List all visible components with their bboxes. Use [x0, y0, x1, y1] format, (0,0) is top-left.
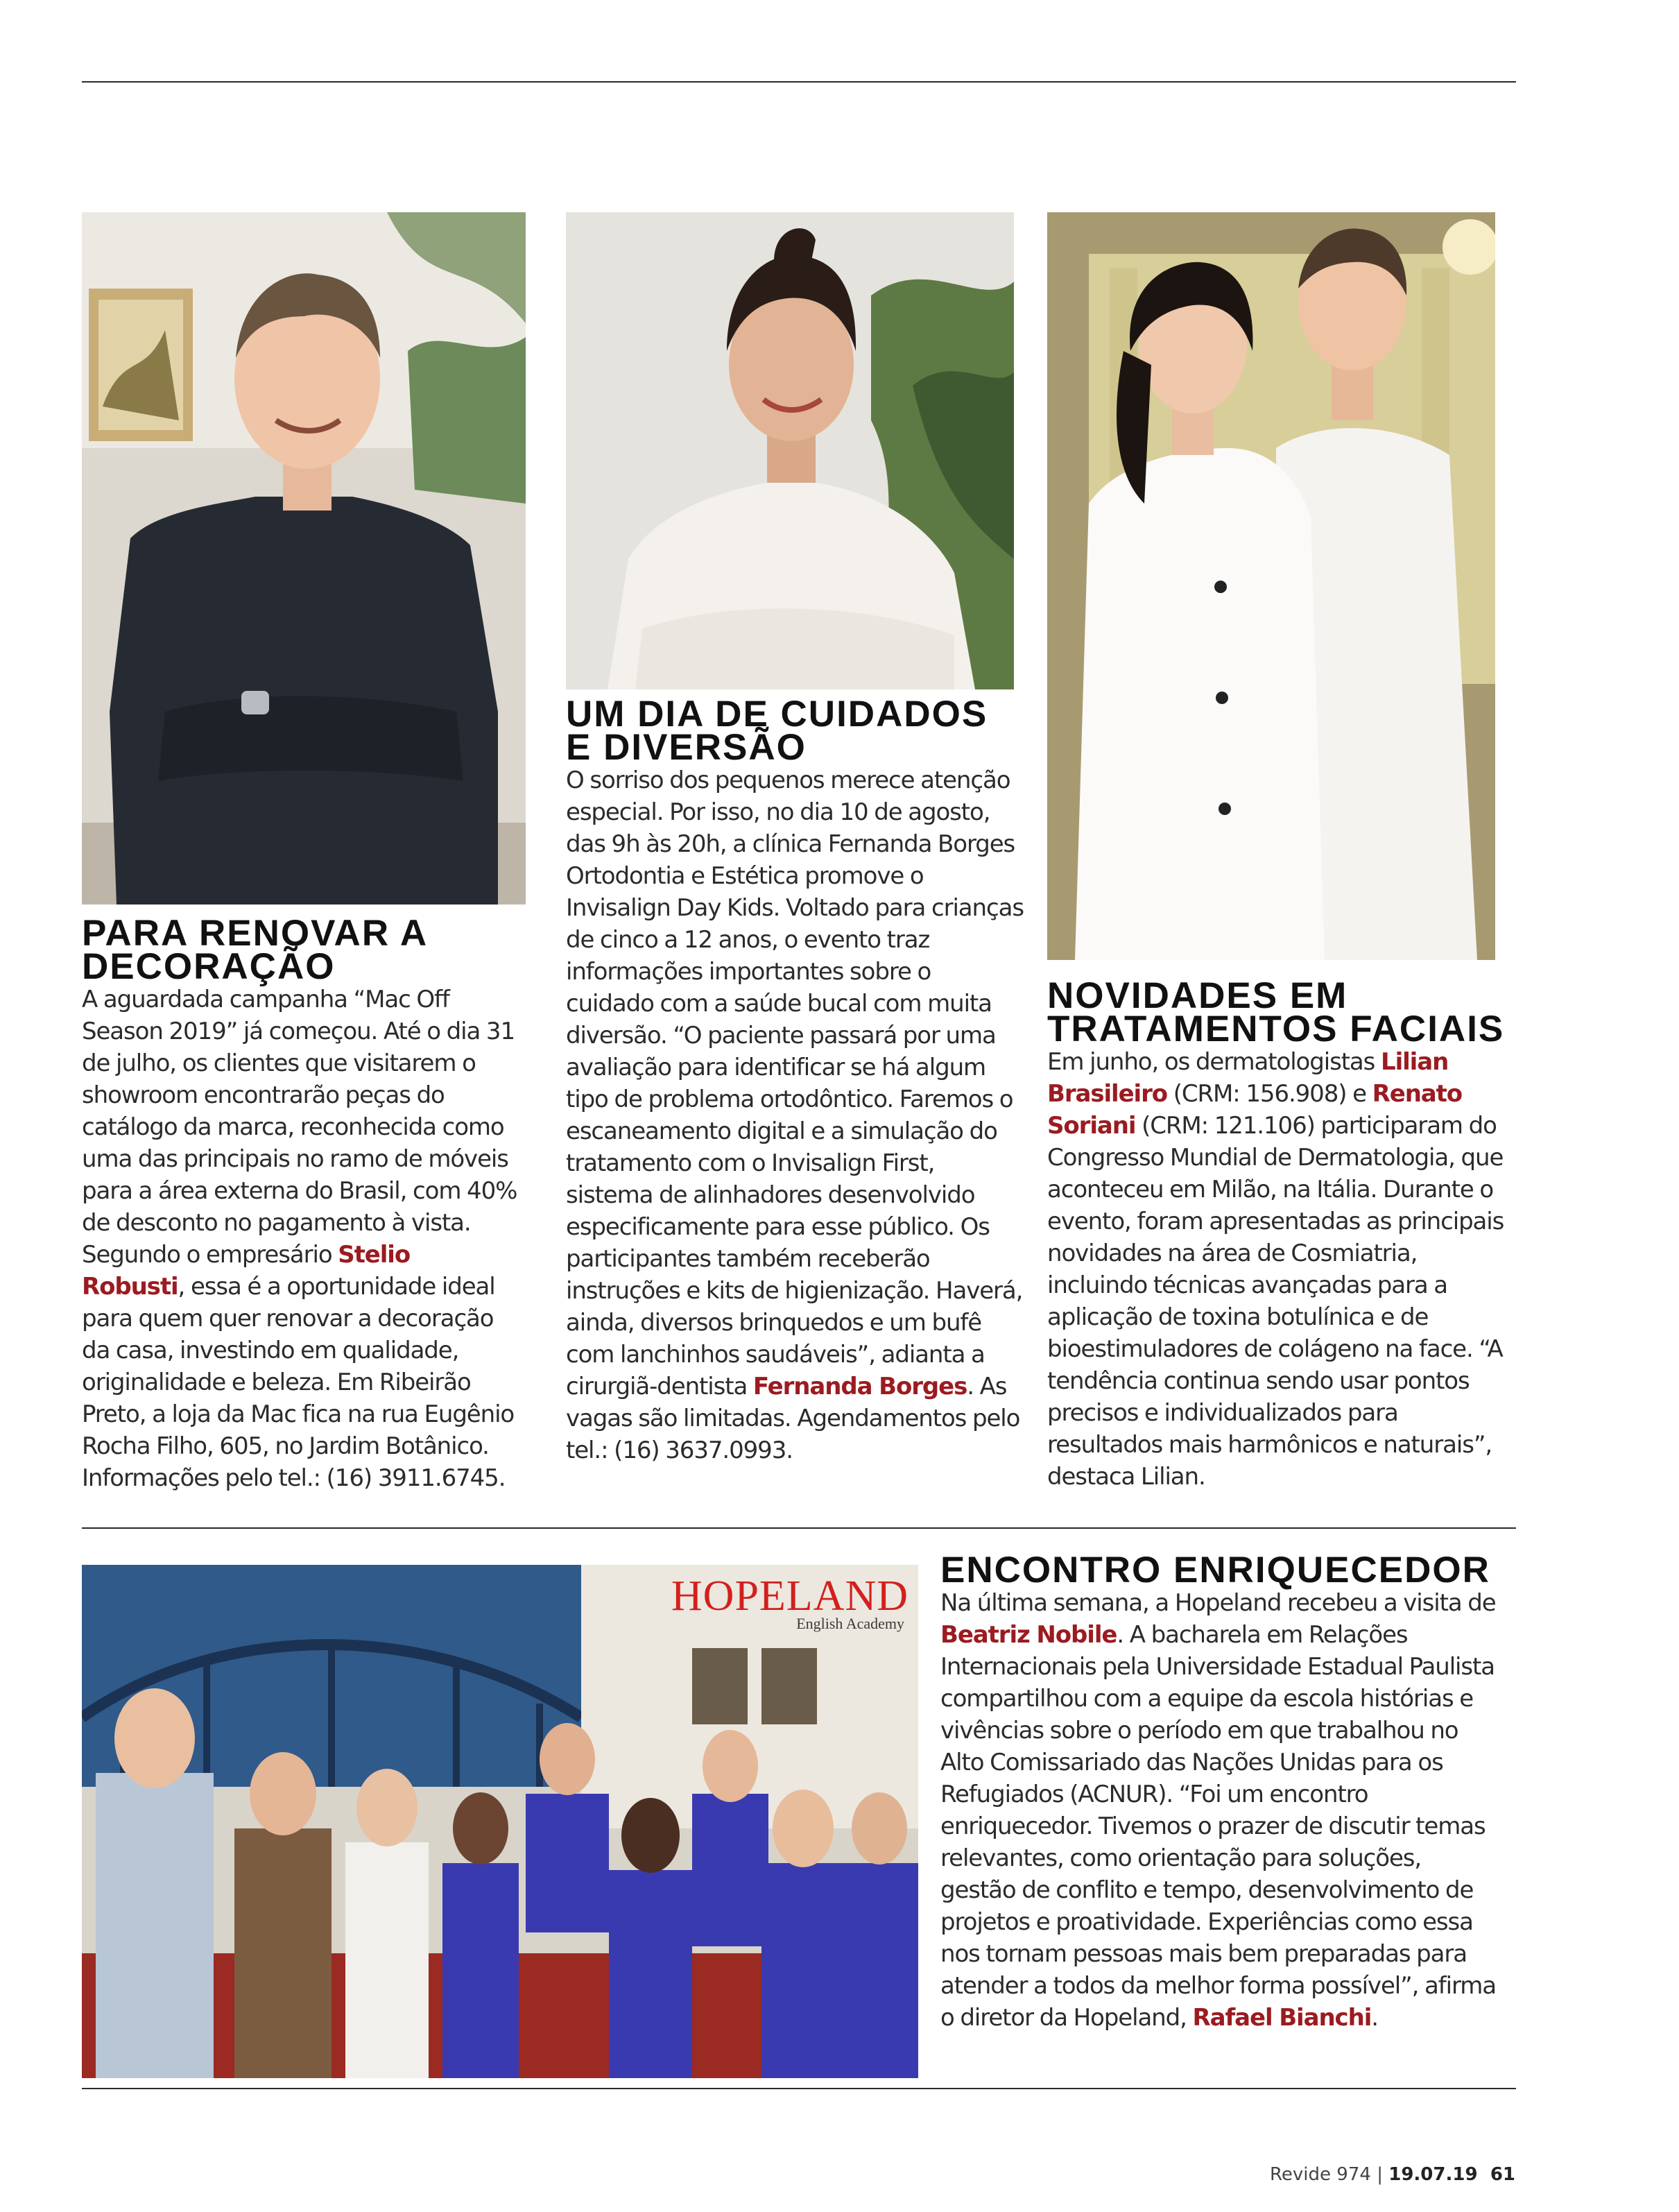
- headline: PARA RENOVAR A DECORAÇÃO: [82, 913, 427, 987]
- photo-stelio-robusti: [82, 212, 526, 904]
- article-body: [940, 1587, 1502, 2034]
- body-text: O sorriso dos pequenos merece atenção especial. Por isso, no dia 10 de agosto, das 9h às 20h, a clínica Fernanda Borges Ortodontia e Estética promove o Invisalign Day Kids. Voltado para crianças de cinco a 12 anos, o evento traz informações importantes sobre o cuidado com a saúde bucal com muita diversão. “O paciente passará por uma avaliação para identificar se há algum tipo de problema ortodôntico. Faremos o escaneamento digital e a simulação do tratamento com o Invisalign First, sistema de alinhadores desenvolvido especificamente para esse público. Os participantes também receberão instruções e kits de higienização. Haverá, ainda, diversos brinquedos e um bufê com lanchinhos saudáveis”, adianta a cirurgiã-dentista: [566, 766, 1024, 1400]
- highlighted-name: Beatriz Nobile: [940, 1621, 1117, 1649]
- photo-lilian-brasileiro-renato-soriani: [1047, 212, 1495, 960]
- hopeland-logo: HOPELAND English Academy: [671, 1572, 909, 1632]
- body-text: . As vagas são limitadas. Agendamentos pelo tel.: (16) 3637.0993.: [566, 1373, 1020, 1464]
- highlighted-name: Lilian Brasileiro: [1047, 1048, 1449, 1108]
- article-encontro-enriquecedor: [940, 1550, 1502, 2034]
- headline: NOVIDADES EM TRATAMENTOS FACIAIS: [1047, 975, 1505, 1049]
- highlighted-name: Rafael Bianchi: [1192, 2004, 1372, 2032]
- issue-date: 19.07.19: [1388, 2164, 1478, 2185]
- photo-hopeland-group: [82, 1565, 918, 2078]
- body-text: .: [1371, 2004, 1378, 2032]
- article-um-dia-de-cuidados: [566, 694, 1024, 1466]
- top-rule: [82, 81, 1516, 83]
- article-body: [1047, 1046, 1505, 1493]
- photo-fernanda-borges: [566, 212, 1014, 689]
- body-text: Em junho, os dermatologistas: [1047, 1048, 1381, 1076]
- body-text: (CRM: 156.908) e: [1167, 1080, 1372, 1108]
- article-body: [82, 984, 519, 1494]
- body-text: Na última semana, a Hopeland recebeu a visita de: [940, 1589, 1496, 1617]
- footer-separator: |: [1377, 2164, 1389, 2185]
- body-text: (CRM: 121.106) participaram do Congresso Mundial de Dermatologia, que aconteceu em Milão, na Itália. Durante o evento, foram apresentadas as principais novidades na área de Cosmiatria, incluindo técnicas avançadas para a aplicação de toxina botulínica e de bioestimuladores de colágeno na face. “A tendência continua sendo usar pontos precisos e individualizados para resultados mais harmônicos e naturais”, destaca Lilian.: [1047, 1112, 1504, 1491]
- body-text: . A bacharela em Relações Internacionais pela Universidade Estadual Paulista compartilhou com a equipe da escola histórias e vivências sobre o período em que trabalhou no Alto Comissariado das Nações Unidas para os Refugiados (ACNUR). “Foi um encontro enriquecedor. Tivemos o prazer de discutir temas relevantes, como orientação para soluções, gestão de conflito e tempo, desenvolvimento de projetos e proatividade. Experiências como essa nos tornam pessoas mais bem preparadas para atender a todos da melhor forma possível”, afirma o diretor da Hopeland,: [940, 1621, 1497, 2032]
- highlighted-name: Stelio Robusti: [82, 1241, 411, 1301]
- article-para-renovar: [82, 913, 519, 1494]
- article-novidades-tratamentos: [1047, 975, 1505, 1493]
- body-text: A aguardada campanha “Mac Off Season 2019” já começou. Até o dia 31 de julho, os clientes que visitarem o showroom encontrarão peças do catálogo da marca, reconhecida como uma das principais no ramo de móveis para a área externa do Brasil, com 40% de desconto no pagamento à vista. Segundo o empresário: [82, 986, 517, 1269]
- middle-rule: [82, 1527, 1516, 1529]
- page-number: 61: [1490, 2164, 1515, 2185]
- article-body: [566, 764, 1024, 1466]
- highlighted-name: Fernanda Borges: [752, 1373, 967, 1400]
- bottom-rule: [82, 2088, 1516, 2089]
- highlighted-name: Renato Soriani: [1047, 1080, 1463, 1140]
- page-footer: [1270, 2164, 1515, 2185]
- body-text: , essa é a oportunidade ideal para quem quer renovar a decoração da casa, investindo em qualidade, originalidade e beleza. Em Ribeirão Preto, a loja da Mac fica na rua Eugênio Rocha Filho, 605, no Jardim Botânico. Informações pelo tel.: (16) 3911.6745.: [82, 1273, 515, 1492]
- headline: UM DIA DE CUIDADOS E DIVERSÃO: [566, 694, 988, 768]
- headline: ENCONTRO ENRIQUECEDOR: [940, 1550, 1490, 1591]
- magazine-issue: Revide 974: [1270, 2164, 1371, 2185]
